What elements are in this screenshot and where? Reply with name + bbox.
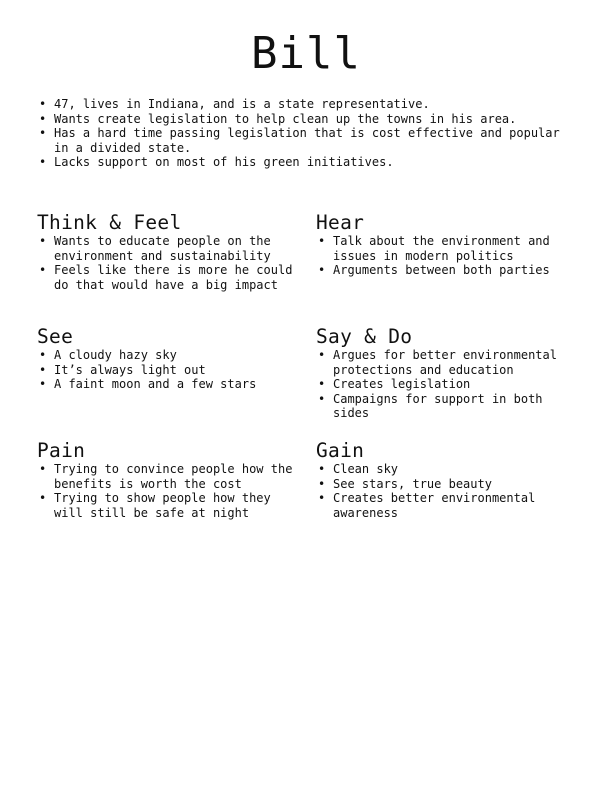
- section-gain: [316, 440, 579, 520]
- item-text: Campaigns for support in both sides: [333, 391, 543, 420]
- list-item: [316, 491, 579, 520]
- list-item: [316, 348, 579, 377]
- bullet-icon: •: [318, 476, 326, 491]
- section-list: [316, 462, 579, 520]
- list-item: [316, 234, 579, 263]
- bullet-icon: •: [39, 234, 47, 248]
- section-list: [37, 462, 300, 520]
- bullet-icon: •: [318, 348, 326, 362]
- section-say-do: [316, 326, 579, 421]
- item-text: Feels like there is more he could do that would have a big impact: [54, 263, 293, 292]
- item-text: 47, lives in Indiana, and is a state representative.: [54, 97, 430, 111]
- bullet-icon: •: [39, 348, 47, 362]
- section-heading: Hear: [316, 211, 365, 234]
- section-pain: [37, 440, 300, 520]
- bullet-icon: •: [39, 111, 47, 126]
- section-heading: Say & Do: [316, 325, 413, 348]
- item-text: Trying to convince people how the benefits is worth the cost: [54, 462, 293, 491]
- bullet-icon: •: [318, 263, 326, 277]
- intro-list: [37, 97, 567, 170]
- list-item: [37, 126, 567, 155]
- bullet-icon: •: [39, 126, 47, 140]
- list-item: [316, 263, 579, 278]
- item-text: Arguments between both parties: [333, 263, 550, 277]
- page-title: Bill: [251, 28, 361, 79]
- section-heading: See: [37, 325, 74, 348]
- bullet-icon: •: [318, 234, 326, 248]
- list-item: [37, 462, 300, 491]
- item-text: Wants create legislation to help clean up the towns in his area.: [54, 111, 517, 126]
- item-text: Creates better environmental awareness: [333, 491, 536, 520]
- section-heading: Pain: [37, 439, 86, 462]
- item-text: Argues for better environmental protections and education: [333, 348, 557, 377]
- bullet-icon: •: [318, 462, 326, 476]
- list-item: [37, 263, 300, 292]
- list-item: [37, 363, 300, 378]
- bullet-icon: •: [39, 155, 47, 169]
- bullet-icon: •: [318, 491, 326, 505]
- item-text: Wants to educate people on the environment and sustainability: [54, 234, 271, 263]
- bullet-icon: •: [39, 462, 47, 476]
- item-text: Trying to show people how they will still be safe at night: [54, 491, 271, 520]
- bullet-icon: •: [39, 97, 47, 111]
- item-text: Creates legislation: [333, 377, 471, 391]
- item-text: See stars, true beauty: [333, 476, 492, 491]
- item-text: Lacks support on most of his green initiatives.: [54, 155, 394, 169]
- list-item: [37, 377, 300, 392]
- bullet-icon: •: [39, 491, 47, 505]
- list-item: [37, 112, 567, 127]
- item-text: A cloudy hazy sky: [54, 348, 177, 362]
- list-item: [37, 348, 300, 363]
- bullet-icon: •: [318, 377, 326, 391]
- bullet-icon: •: [318, 391, 326, 406]
- list-item: [37, 97, 567, 112]
- section-list: [316, 234, 579, 278]
- section-list: [37, 348, 300, 392]
- section-list: [316, 348, 579, 421]
- list-item: [316, 392, 579, 421]
- section-heading: Think & Feel: [37, 211, 182, 234]
- bullet-icon: •: [39, 377, 47, 391]
- section-see: [37, 326, 300, 392]
- bullet-icon: •: [39, 362, 47, 377]
- list-item: [37, 234, 300, 263]
- list-item: [316, 462, 579, 477]
- list-item: [316, 477, 579, 492]
- section-list: [37, 234, 300, 292]
- list-item: [37, 155, 567, 170]
- bullet-icon: •: [39, 263, 47, 277]
- item-text: Has a hard time passing legislation that is cost effective and popular in a divided state.: [54, 126, 560, 155]
- item-text: Talk about the environment and issues in modern politics: [333, 234, 550, 263]
- list-item: [37, 491, 300, 520]
- item-text: A faint moon and a few stars: [54, 377, 257, 391]
- item-text: Clean sky: [333, 462, 399, 476]
- section-think-feel: [37, 212, 300, 292]
- list-item: [316, 377, 579, 392]
- section-hear: [316, 212, 579, 278]
- section-heading: Gain: [316, 439, 365, 462]
- item-text: It’s always light out: [54, 362, 206, 377]
